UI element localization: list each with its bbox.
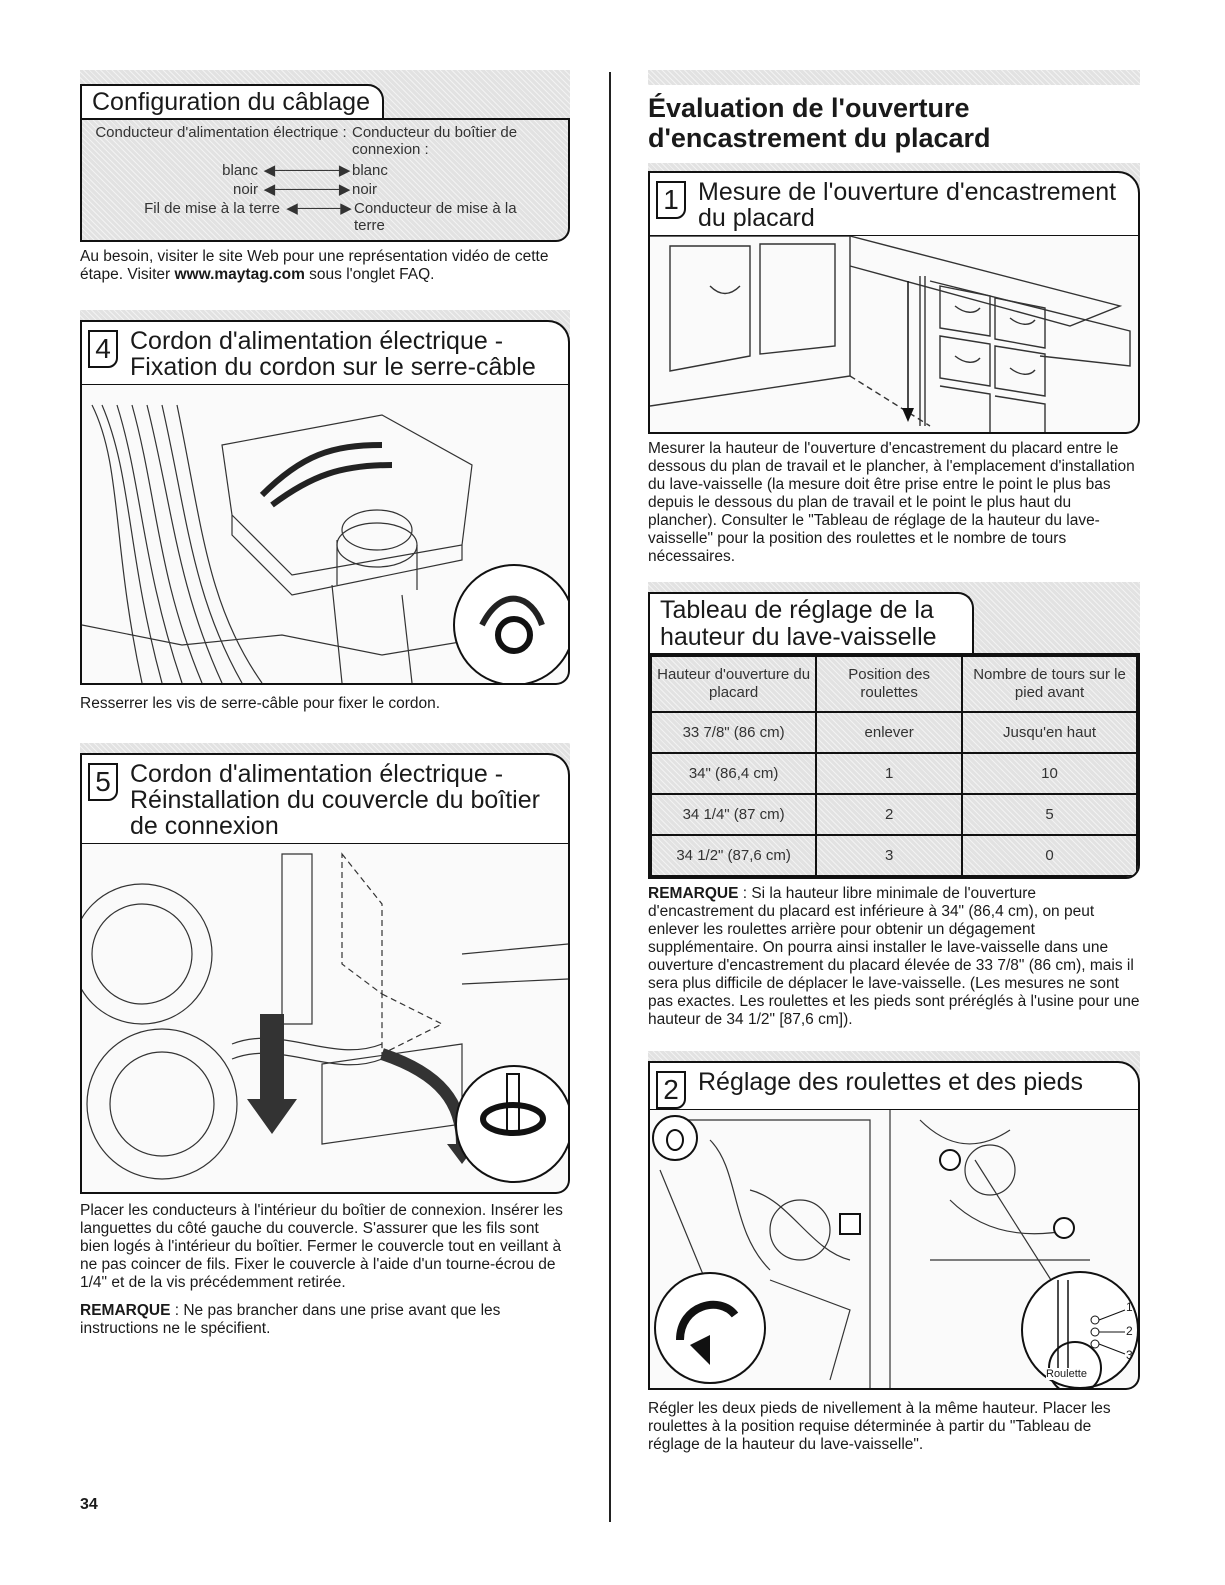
arrow-icon: ◀──────▶ [263,181,351,198]
table-cell: 1 [816,753,962,794]
right-step1-header-band [648,163,1140,235]
table-header-cell: Position des roulettes [816,656,962,712]
step5-caption: Placer les conducteurs à l'intérieur du boîtier de connexion. Insérer les languettes du côté gauche du couvercle. S'assurer que les fils sont bien logés à l'intérieur du boîtier. Fermer le couvercle tout en veillant à ne pas coincer de fils. Fixer le couvercle à l'aide d'un tourne-écrou de 1/4" et de la vis précédemment retirée. [80,1202,563,1291]
wiring-left-black: noir [232,181,258,198]
note-label: REMARQUE [648,885,739,902]
wiring-right-white: blanc [352,162,388,179]
wiring-section [80,70,570,284]
table-cell: 34 1/4" (87 cm) [651,794,816,835]
wiring-note: Au besoin, visiter le site Web pour une représentation vidéo de cette étape. Visiter www.maytag.com sous l'onglet FAQ. [80,248,549,283]
maytag-link[interactable]: www.maytag.com [174,266,305,283]
roller-label: Roulette [1046,1368,1087,1380]
right-step1-section [648,163,1140,566]
height-adjustment-table [650,655,1138,877]
right-step2-header-band [648,1051,1140,1109]
wiring-left-header: Conducteur d'alimentation électrique : [95,124,347,141]
table-header-row [651,656,1137,712]
table-cell: 10 [962,753,1137,794]
wiring-right-header: Conducteur du boîtier de connexion : [352,124,518,158]
step4-illustration [80,384,570,685]
title-bar [648,70,1140,85]
right-step1-illustration [648,235,1140,434]
right-column [648,70,1140,1454]
left-column [80,70,570,1338]
wiring-right-black: noir [352,181,378,198]
step4-section [80,310,570,713]
step5-section [80,743,570,1338]
right-step2-number: 2 [656,1071,686,1109]
step5-header-band [80,743,570,843]
right-step1-title: Mesure de l'ouverture d'encastrement du placard [698,178,1117,232]
step4-number: 4 [88,330,118,368]
height-table-section [648,582,1140,1029]
page-number: 34 [80,1496,98,1513]
wiring-left-ground: Fil de mise à la terre [144,200,280,217]
arrow-icon: ◀────▶ [286,200,352,217]
position-label-1: 1 [1126,1300,1133,1314]
table-cell: 34" (86,4 cm) [651,753,816,794]
position-label-3: 3 [1126,1348,1133,1362]
page-title: Évaluation de l'ouverture d'encastrement du placard [648,93,991,153]
table-header-cell: Nombre de tours sur le pied avant [962,656,1137,712]
table-row [651,794,1137,835]
note-label: REMARQUE [80,1302,171,1319]
step4-title: Cordon d'alimentation électrique - Fixation du cordon sur le serre-câble [130,327,536,381]
table-header-cell: Hauteur d'ouverture du placard [651,656,816,712]
strain-relief-illustration [82,385,568,683]
table-cell: 3 [816,835,962,876]
position-label-2: 2 [1126,1324,1133,1338]
wiring-right-ground: Conducteur de mise à la terre [354,200,517,234]
step5-note: REMARQUE : Ne pas brancher dans une prise avant que les instructions ne le spécifient. [80,1302,501,1337]
table-cell: 2 [816,794,962,835]
wiring-panel [80,118,570,242]
table-row [651,835,1137,876]
table-cell: enlever [816,712,962,753]
table-cell: Jusqu'en haut [962,712,1137,753]
right-step1-number: 1 [656,181,686,219]
right-step2-caption: Régler les deux pieds de nivellement à la même hauteur. Placer les roulettes à la position requise déterminée à partir du "Tableau de réglage de la hauteur du lave-vaisselle". [648,1400,1111,1453]
right-step1-caption: Mesurer la hauteur de l'ouverture d'encastrement du placard entre le dessous du plan de travail et le plancher, à l'emplacement d'installation du lave-vaisselle (la mesure doit être prise entre le point le plus bas depuis le dessous du plan de travail et le point le plus haut du plancher). Consulter le "Tableau de réglage de la hauteur du lave-vaisselle" pour la position des roulettes et le nombre de tours nécessaires. [648,440,1135,565]
table-cell: 0 [962,835,1137,876]
table-title: Tableau de réglage de la hauteur du lave-vaisselle [648,592,974,653]
step5-number: 5 [88,763,118,801]
step4-caption: Resserrer les vis de serre-câble pour fixer le cordon. [80,695,441,712]
table-cell: 34 1/2" (87,6 cm) [651,835,816,876]
table-header-band [648,582,1140,653]
wiring-left-white: blanc [222,162,258,179]
step4-header-band [80,310,570,384]
cabinet-opening-illustration [650,236,1138,432]
rollers-feet-illustration [650,1110,1138,1388]
wiring-title: Configuration du câblage [80,84,384,118]
column-divider [609,72,611,1522]
table-row [651,712,1137,753]
right-step2-illustration [648,1109,1140,1390]
table-cell: 5 [962,794,1137,835]
junction-cover-illustration [82,844,568,1192]
table-panel [648,653,1140,879]
step5-illustration [80,843,570,1194]
right-step2-title: Réglage des roulettes et des pieds [698,1068,1083,1096]
table-note: REMARQUE : Si la hauteur libre minimale de l'ouverture d'encastrement du placard est inférieure à 34" (86,4 cm), on peut enlever les roulettes arrière pour obtenir un dégagement supplémentaire. On pourra ainsi installer le lave-vaisselle dans une ouverture d'encastrement du placard élevée de 33 7/8" (86 cm), mais il sera plus difficile de déplacer le lave-vaisselle. (Les mesures ne sont pas exactes. Les roulettes et les pieds sont préréglés à l'usine pour une hauteur de 34 1/2" [87,6 cm]). [648,885,1140,1028]
table-cell: 33 7/8" (86 cm) [651,712,816,753]
table-row [651,753,1137,794]
right-step2-section [648,1051,1140,1454]
wiring-header-band [80,70,570,118]
arrow-icon: ◀──────▶ [263,162,351,179]
step5-title: Cordon d'alimentation électrique - Réinstallation du couvercle du boîtier de connexion [130,760,540,840]
